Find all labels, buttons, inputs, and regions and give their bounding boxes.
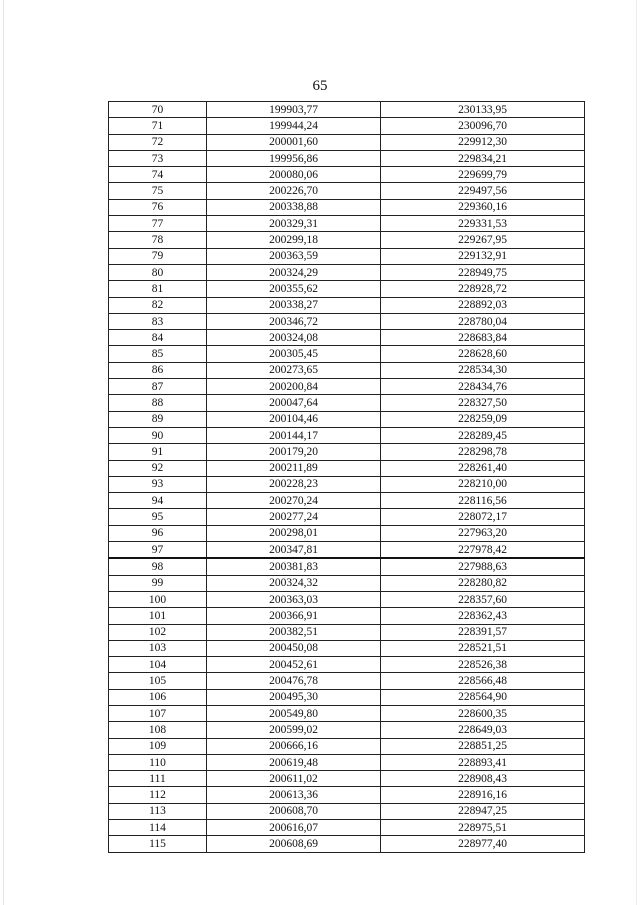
- x-coordinate-cell: 200599,02: [207, 722, 381, 738]
- x-coordinate-cell: 199956,86: [207, 150, 381, 166]
- x-coordinate-cell: 200608,69: [207, 836, 381, 852]
- table-row: [109, 803, 585, 819]
- point-number-cell: 101: [109, 608, 207, 624]
- x-coordinate-cell: 200549,80: [207, 705, 381, 721]
- point-number-cell: 84: [109, 330, 207, 346]
- table-row: [109, 118, 585, 134]
- y-coordinate-cell: 228780,04: [381, 313, 585, 329]
- table-row: [109, 738, 585, 754]
- y-coordinate-cell: 227978,42: [381, 542, 585, 559]
- y-coordinate-cell: 228947,25: [381, 803, 585, 819]
- y-coordinate-cell: 228649,03: [381, 722, 585, 738]
- table-row: [109, 722, 585, 738]
- point-number-cell: 103: [109, 640, 207, 656]
- y-coordinate-cell: 228534,30: [381, 362, 585, 378]
- point-number-cell: 90: [109, 427, 207, 443]
- table-row: [109, 346, 585, 362]
- point-number-cell: 114: [109, 820, 207, 836]
- table-row: [109, 575, 585, 591]
- table-row: [109, 427, 585, 443]
- table-row: [109, 183, 585, 199]
- table-row: [109, 444, 585, 460]
- x-coordinate-cell: 200616,07: [207, 820, 381, 836]
- point-number-cell: 110: [109, 754, 207, 770]
- y-coordinate-cell: 228893,41: [381, 754, 585, 770]
- point-number-cell: 85: [109, 346, 207, 362]
- x-coordinate-cell: 200104,46: [207, 411, 381, 427]
- y-coordinate-cell: 228683,84: [381, 330, 585, 346]
- point-number-cell: 104: [109, 657, 207, 673]
- point-number-cell: 71: [109, 118, 207, 134]
- y-coordinate-cell: 229497,56: [381, 183, 585, 199]
- x-coordinate-cell: 200273,65: [207, 362, 381, 378]
- table-row: [109, 411, 585, 427]
- point-number-cell: 73: [109, 150, 207, 166]
- table-row: [109, 771, 585, 787]
- x-coordinate-cell: 200277,24: [207, 509, 381, 525]
- point-number-cell: 89: [109, 411, 207, 427]
- point-number-cell: 87: [109, 379, 207, 395]
- point-number-cell: 107: [109, 705, 207, 721]
- point-number-cell: 111: [109, 771, 207, 787]
- x-coordinate-cell: 200329,31: [207, 216, 381, 232]
- x-coordinate-cell: 200228,23: [207, 476, 381, 492]
- x-coordinate-cell: 200666,16: [207, 738, 381, 754]
- table-row: [109, 232, 585, 248]
- y-coordinate-cell: 229699,79: [381, 167, 585, 183]
- point-number-cell: 79: [109, 248, 207, 264]
- point-number-cell: 112: [109, 787, 207, 803]
- table-row: [109, 787, 585, 803]
- y-coordinate-cell: 228521,51: [381, 640, 585, 656]
- table-row: [109, 836, 585, 852]
- point-number-cell: 70: [109, 102, 207, 118]
- y-coordinate-cell: 228434,76: [381, 379, 585, 395]
- table-row: [109, 754, 585, 770]
- x-coordinate-cell: 200338,88: [207, 199, 381, 215]
- y-coordinate-cell: 228259,09: [381, 411, 585, 427]
- point-number-cell: 105: [109, 673, 207, 689]
- x-coordinate-cell: 200355,62: [207, 281, 381, 297]
- x-coordinate-cell: 200298,01: [207, 525, 381, 541]
- table-row: [109, 297, 585, 313]
- table-row: [109, 525, 585, 541]
- page-edge-left: [3, 0, 4, 905]
- y-coordinate-cell: 228391,57: [381, 624, 585, 640]
- y-coordinate-cell: 229360,16: [381, 199, 585, 215]
- x-coordinate-cell: 200179,20: [207, 444, 381, 460]
- x-coordinate-cell: 200382,51: [207, 624, 381, 640]
- table-row: [109, 493, 585, 509]
- y-coordinate-cell: 228357,60: [381, 591, 585, 607]
- y-coordinate-cell: 228298,78: [381, 444, 585, 460]
- x-coordinate-cell: 199944,24: [207, 118, 381, 134]
- table-row: [109, 379, 585, 395]
- table-row: [109, 689, 585, 705]
- y-coordinate-cell: 228289,45: [381, 427, 585, 443]
- point-number-cell: 80: [109, 264, 207, 280]
- x-coordinate-cell: 200495,30: [207, 689, 381, 705]
- x-coordinate-cell: 200299,18: [207, 232, 381, 248]
- y-coordinate-cell: 228892,03: [381, 297, 585, 313]
- y-coordinate-cell: 229912,30: [381, 134, 585, 150]
- table-row: [109, 150, 585, 166]
- table-row: [109, 248, 585, 264]
- x-coordinate-cell: 200476,78: [207, 673, 381, 689]
- x-coordinate-cell: 200200,84: [207, 379, 381, 395]
- x-coordinate-cell: 200363,59: [207, 248, 381, 264]
- table-row: [109, 216, 585, 232]
- table-row: [109, 820, 585, 836]
- y-coordinate-cell: 229267,95: [381, 232, 585, 248]
- y-coordinate-cell: 228362,43: [381, 608, 585, 624]
- x-coordinate-cell: 200452,61: [207, 657, 381, 673]
- y-coordinate-cell: 229331,53: [381, 216, 585, 232]
- table-row: [109, 330, 585, 346]
- y-coordinate-cell: 228261,40: [381, 460, 585, 476]
- point-number-cell: 115: [109, 836, 207, 852]
- point-number-cell: 106: [109, 689, 207, 705]
- x-coordinate-cell: 200001,60: [207, 134, 381, 150]
- y-coordinate-cell: 228916,16: [381, 787, 585, 803]
- point-number-cell: 76: [109, 199, 207, 215]
- point-number-cell: 98: [109, 558, 207, 575]
- table-row: [109, 673, 585, 689]
- y-coordinate-cell: 228072,17: [381, 509, 585, 525]
- y-coordinate-cell: 228327,50: [381, 395, 585, 411]
- point-number-cell: 102: [109, 624, 207, 640]
- table-row: [109, 102, 585, 118]
- table-row: [109, 134, 585, 150]
- y-coordinate-cell: 228928,72: [381, 281, 585, 297]
- x-coordinate-cell: 200324,32: [207, 575, 381, 591]
- table-row: [109, 657, 585, 673]
- x-coordinate-cell: 200608,70: [207, 803, 381, 819]
- x-coordinate-cell: 200611,02: [207, 771, 381, 787]
- table-row: [109, 705, 585, 721]
- x-coordinate-cell: 200144,17: [207, 427, 381, 443]
- table-row: [109, 167, 585, 183]
- table-row: [109, 624, 585, 640]
- coordinates-table: [108, 101, 585, 853]
- x-coordinate-cell: 200226,70: [207, 183, 381, 199]
- point-number-cell: 97: [109, 542, 207, 559]
- y-coordinate-cell: 228975,51: [381, 820, 585, 836]
- table-row: [109, 395, 585, 411]
- y-coordinate-cell: 228628,60: [381, 346, 585, 362]
- x-coordinate-cell: 200270,24: [207, 493, 381, 509]
- y-coordinate-cell: 230133,95: [381, 102, 585, 118]
- x-coordinate-cell: 200363,03: [207, 591, 381, 607]
- y-coordinate-cell: 228977,40: [381, 836, 585, 852]
- y-coordinate-cell: 228908,43: [381, 771, 585, 787]
- page-edge-right: [636, 0, 637, 905]
- x-coordinate-cell: 199903,77: [207, 102, 381, 118]
- table-row: [109, 640, 585, 656]
- table-row: [109, 558, 585, 575]
- y-coordinate-cell: 228210,00: [381, 476, 585, 492]
- point-number-cell: 99: [109, 575, 207, 591]
- table-row: [109, 313, 585, 329]
- y-coordinate-cell: 228851,25: [381, 738, 585, 754]
- point-number-cell: 93: [109, 476, 207, 492]
- x-coordinate-cell: 200346,72: [207, 313, 381, 329]
- point-number-cell: 109: [109, 738, 207, 754]
- table-row: [109, 509, 585, 525]
- table-row: [109, 460, 585, 476]
- x-coordinate-cell: 200080,06: [207, 167, 381, 183]
- point-number-cell: 75: [109, 183, 207, 199]
- x-coordinate-cell: 200366,91: [207, 608, 381, 624]
- y-coordinate-cell: 227988,63: [381, 558, 585, 575]
- point-number-cell: 86: [109, 362, 207, 378]
- x-coordinate-cell: 200613,36: [207, 787, 381, 803]
- point-number-cell: 100: [109, 591, 207, 607]
- y-coordinate-cell: 228526,38: [381, 657, 585, 673]
- point-number-cell: 81: [109, 281, 207, 297]
- y-coordinate-cell: 228949,75: [381, 264, 585, 280]
- x-coordinate-cell: 200381,83: [207, 558, 381, 575]
- table-row: [109, 362, 585, 378]
- table-row: [109, 281, 585, 297]
- point-number-cell: 88: [109, 395, 207, 411]
- point-number-cell: 96: [109, 525, 207, 541]
- x-coordinate-cell: 200619,48: [207, 754, 381, 770]
- y-coordinate-cell: 228116,56: [381, 493, 585, 509]
- table-row: [109, 264, 585, 280]
- point-number-cell: 95: [109, 509, 207, 525]
- x-coordinate-cell: 200047,64: [207, 395, 381, 411]
- table-row: [109, 199, 585, 215]
- x-coordinate-cell: 200305,45: [207, 346, 381, 362]
- page-number: 65: [312, 78, 328, 94]
- x-coordinate-cell: 200450,08: [207, 640, 381, 656]
- table-row: [109, 542, 585, 559]
- point-number-cell: 113: [109, 803, 207, 819]
- table-row: [109, 476, 585, 492]
- x-coordinate-cell: 200347,81: [207, 542, 381, 559]
- x-coordinate-cell: 200211,89: [207, 460, 381, 476]
- x-coordinate-cell: 200324,29: [207, 264, 381, 280]
- y-coordinate-cell: 228564,90: [381, 689, 585, 705]
- y-coordinate-cell: 230096,70: [381, 118, 585, 134]
- coordinates-table-body: [109, 102, 585, 853]
- point-number-cell: 91: [109, 444, 207, 460]
- y-coordinate-cell: 229132,91: [381, 248, 585, 264]
- table-row: [109, 608, 585, 624]
- table-row: [109, 591, 585, 607]
- point-number-cell: 77: [109, 216, 207, 232]
- point-number-cell: 108: [109, 722, 207, 738]
- y-coordinate-cell: 227963,20: [381, 525, 585, 541]
- y-coordinate-cell: 228280,82: [381, 575, 585, 591]
- point-number-cell: 92: [109, 460, 207, 476]
- x-coordinate-cell: 200324,08: [207, 330, 381, 346]
- y-coordinate-cell: 229834,21: [381, 150, 585, 166]
- y-coordinate-cell: 228600,35: [381, 705, 585, 721]
- point-number-cell: 72: [109, 134, 207, 150]
- x-coordinate-cell: 200338,27: [207, 297, 381, 313]
- point-number-cell: 82: [109, 297, 207, 313]
- point-number-cell: 78: [109, 232, 207, 248]
- point-number-cell: 94: [109, 493, 207, 509]
- point-number-cell: 83: [109, 313, 207, 329]
- y-coordinate-cell: 228566,48: [381, 673, 585, 689]
- point-number-cell: 74: [109, 167, 207, 183]
